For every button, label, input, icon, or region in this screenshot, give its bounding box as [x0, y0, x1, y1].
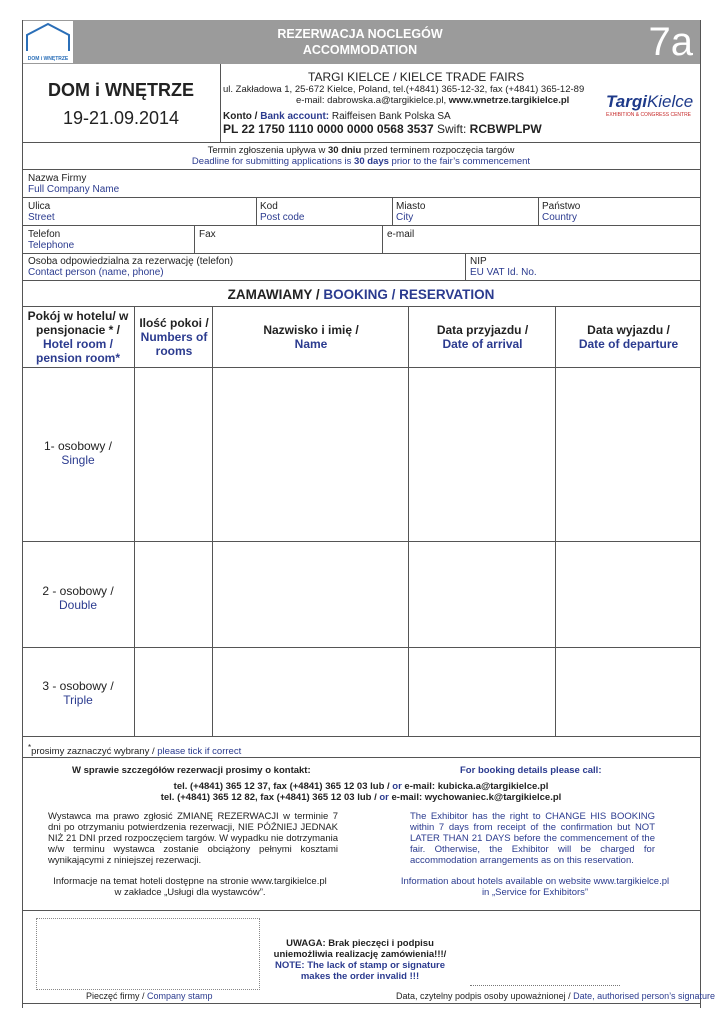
deadline-pl: Termin zgłoszenia upływa w 30 dniu przed terminem rozpoczęcia targów	[207, 145, 515, 156]
organizer-email: e-mail: dabrowska.a@targikielce.pl,	[296, 95, 449, 106]
contact-tel-1: tel. (+4841) 365 12 37, fax (+4841) 365 12 03 lub / or e-mail: kubicka.a@targikielce.pl	[173, 781, 549, 792]
rules-pl: Wystawca ma prawo zgłosić ZMIANĘ REZERWACJI w terminie 7 dni po otrzymaniu potwierdzenia rezerwacji, NIE PÓŹNIEJ JEDNAK NIŻ 21 DNI przed rozpoczęciem targów. W wypadku nie dotrzymania w/w terminu wystawca zostanie obciążony pełnymi kosztami wynikającymi z niniejszej rezerwacji.	[48, 811, 338, 866]
organizer-address: ul. Zakładowa 1, 25-672 Kielce, Poland, tel.(+4841) 365-12-32, fax (+4841) 365-12-89	[223, 84, 585, 95]
single-count-input[interactable]	[135, 368, 212, 541]
form-title	[230, 26, 490, 58]
event-dates: 19-21.09.2014	[62, 108, 180, 128]
deadline-en: Deadline for submitting applications is 30 days prior to the fair’s commencement	[191, 156, 531, 167]
col-room-count: Ilość pokoi / Numbers of rooms	[139, 316, 209, 358]
stamp-warning: UWAGA: Brak pieczęci i podpisu uniemożliwia realizację zamówienia!!!/ NOTE: The lack of stamp or signature makes the order invalid !!!	[273, 938, 447, 982]
city-label: Miasto	[396, 201, 426, 212]
iban: PL 22 1750 1110 0000 0000 0568 3537 Swift: RCBWPLPW	[223, 122, 542, 136]
single-departure-input[interactable]	[556, 368, 700, 541]
street-label: Ulica	[28, 201, 51, 212]
postcode-label: Kod	[260, 201, 278, 212]
signature-line[interactable]	[470, 985, 620, 986]
phone-label-en: Telephone	[28, 240, 75, 251]
postcode-label-en: Post code	[260, 212, 305, 223]
signature-caption: Data, czytelny podpis osoby upoważnionej / Date, authorised person’s signature	[396, 991, 716, 1001]
organizer-contact	[296, 95, 569, 106]
rules-en: The Exhibitor has the right to CHANGE HIS BOOKING within 7 days from receipt of the confirmation but NOT LATER THAN 21 DAYS before the commencement of the fair. Otherwise, the Exhibitor will be charged for accommodation arrangements as on this reservation.	[410, 811, 655, 866]
company-label: Nazwa Firmy	[28, 173, 87, 184]
booking-title: ZAMAWIAMY / BOOKING / RESERVATION	[227, 287, 495, 302]
form-title-pl: REZERWACJA NOCLEGÓW	[277, 27, 443, 41]
col-room-type: Pokój w hotelu/ w pensjonacie * / Hotel room / pension room*	[27, 309, 129, 365]
targi-kielce-logo: TargiKielce EXHIBITION & CONGRESS CENTRE	[606, 92, 694, 118]
contact-heading-pl: W sprawie szczegółów rezerwacji prosimy o kontakt:	[72, 765, 311, 776]
hotel-info-pl: Informacje na temat hoteli dostępne na stronie www.targikielce.pl w zakładce „Usługi dla wystawców”.	[53, 876, 327, 898]
email-label: e-mail	[387, 229, 415, 240]
house-logo-icon	[23, 21, 73, 63]
single-arrival-input[interactable]	[409, 368, 555, 541]
nip-label-en: EU VAT Id. No.	[470, 267, 537, 278]
row-triple-label: 3 - osobowy / Triple	[42, 679, 114, 707]
fax-label: Fax	[199, 229, 216, 240]
form-number: 7a	[648, 20, 693, 64]
stamp-caption: Pieczęć firmy / Company stamp	[86, 991, 213, 1001]
country-label: Państwo	[542, 201, 581, 212]
contact-person-label-en: Contact person (name, phone)	[28, 267, 164, 278]
event-name: DOM i WNĘTRZE	[48, 80, 194, 100]
organizer-website: www.wnetrze.targikielce.pl	[448, 95, 570, 106]
company-label-en: Full Company Name	[28, 184, 120, 195]
phone-label: Telefon	[28, 229, 61, 240]
stamp-area[interactable]	[36, 918, 260, 990]
contact-heading-en: For booking details please call:	[460, 765, 602, 776]
tick-note: *prosimy zaznaczyć wybrany / please tick if correct	[28, 743, 242, 758]
bank-account: Konto / Bank account: Raiffeisen Bank Polska SA	[223, 111, 451, 122]
organizer-name: TARGI KIELCE / KIELCE TRADE FAIRS	[308, 70, 525, 84]
city-label-en: City	[396, 212, 414, 223]
country-label-en: Country	[542, 212, 578, 223]
col-departure: Data wyjazdu / Date of departure	[578, 323, 679, 351]
col-name: Nazwisko i imię / Name	[263, 323, 359, 351]
contact-tel-2: tel. (+4841) 365 12 82, fax (+4841) 365 12 03 lub / or e-mail: wychowaniec.k@targikielce.pl	[160, 792, 562, 803]
logo-text: DOM i WNĘTRZE	[27, 56, 69, 62]
col-arrival: Data przyjazdu / Date of arrival	[436, 323, 529, 351]
hotel-info-en: Information about hotels available on website www.targikielce.pl in „Service for Exhibitors”	[400, 876, 670, 898]
row-single-label: 1- osobowy / Single	[43, 439, 113, 467]
nip-label: NIP	[470, 256, 487, 267]
street-label-en: Street	[28, 212, 55, 223]
row-double-label: 2 - osobowy / Double	[42, 584, 114, 612]
contact-person-label: Osoba odpowiedzialna za rezerwację (telefon)	[28, 256, 234, 267]
single-name-input[interactable]	[213, 368, 408, 541]
form-title-en: ACCOMMODATION	[302, 43, 418, 57]
event-logo	[22, 20, 74, 64]
